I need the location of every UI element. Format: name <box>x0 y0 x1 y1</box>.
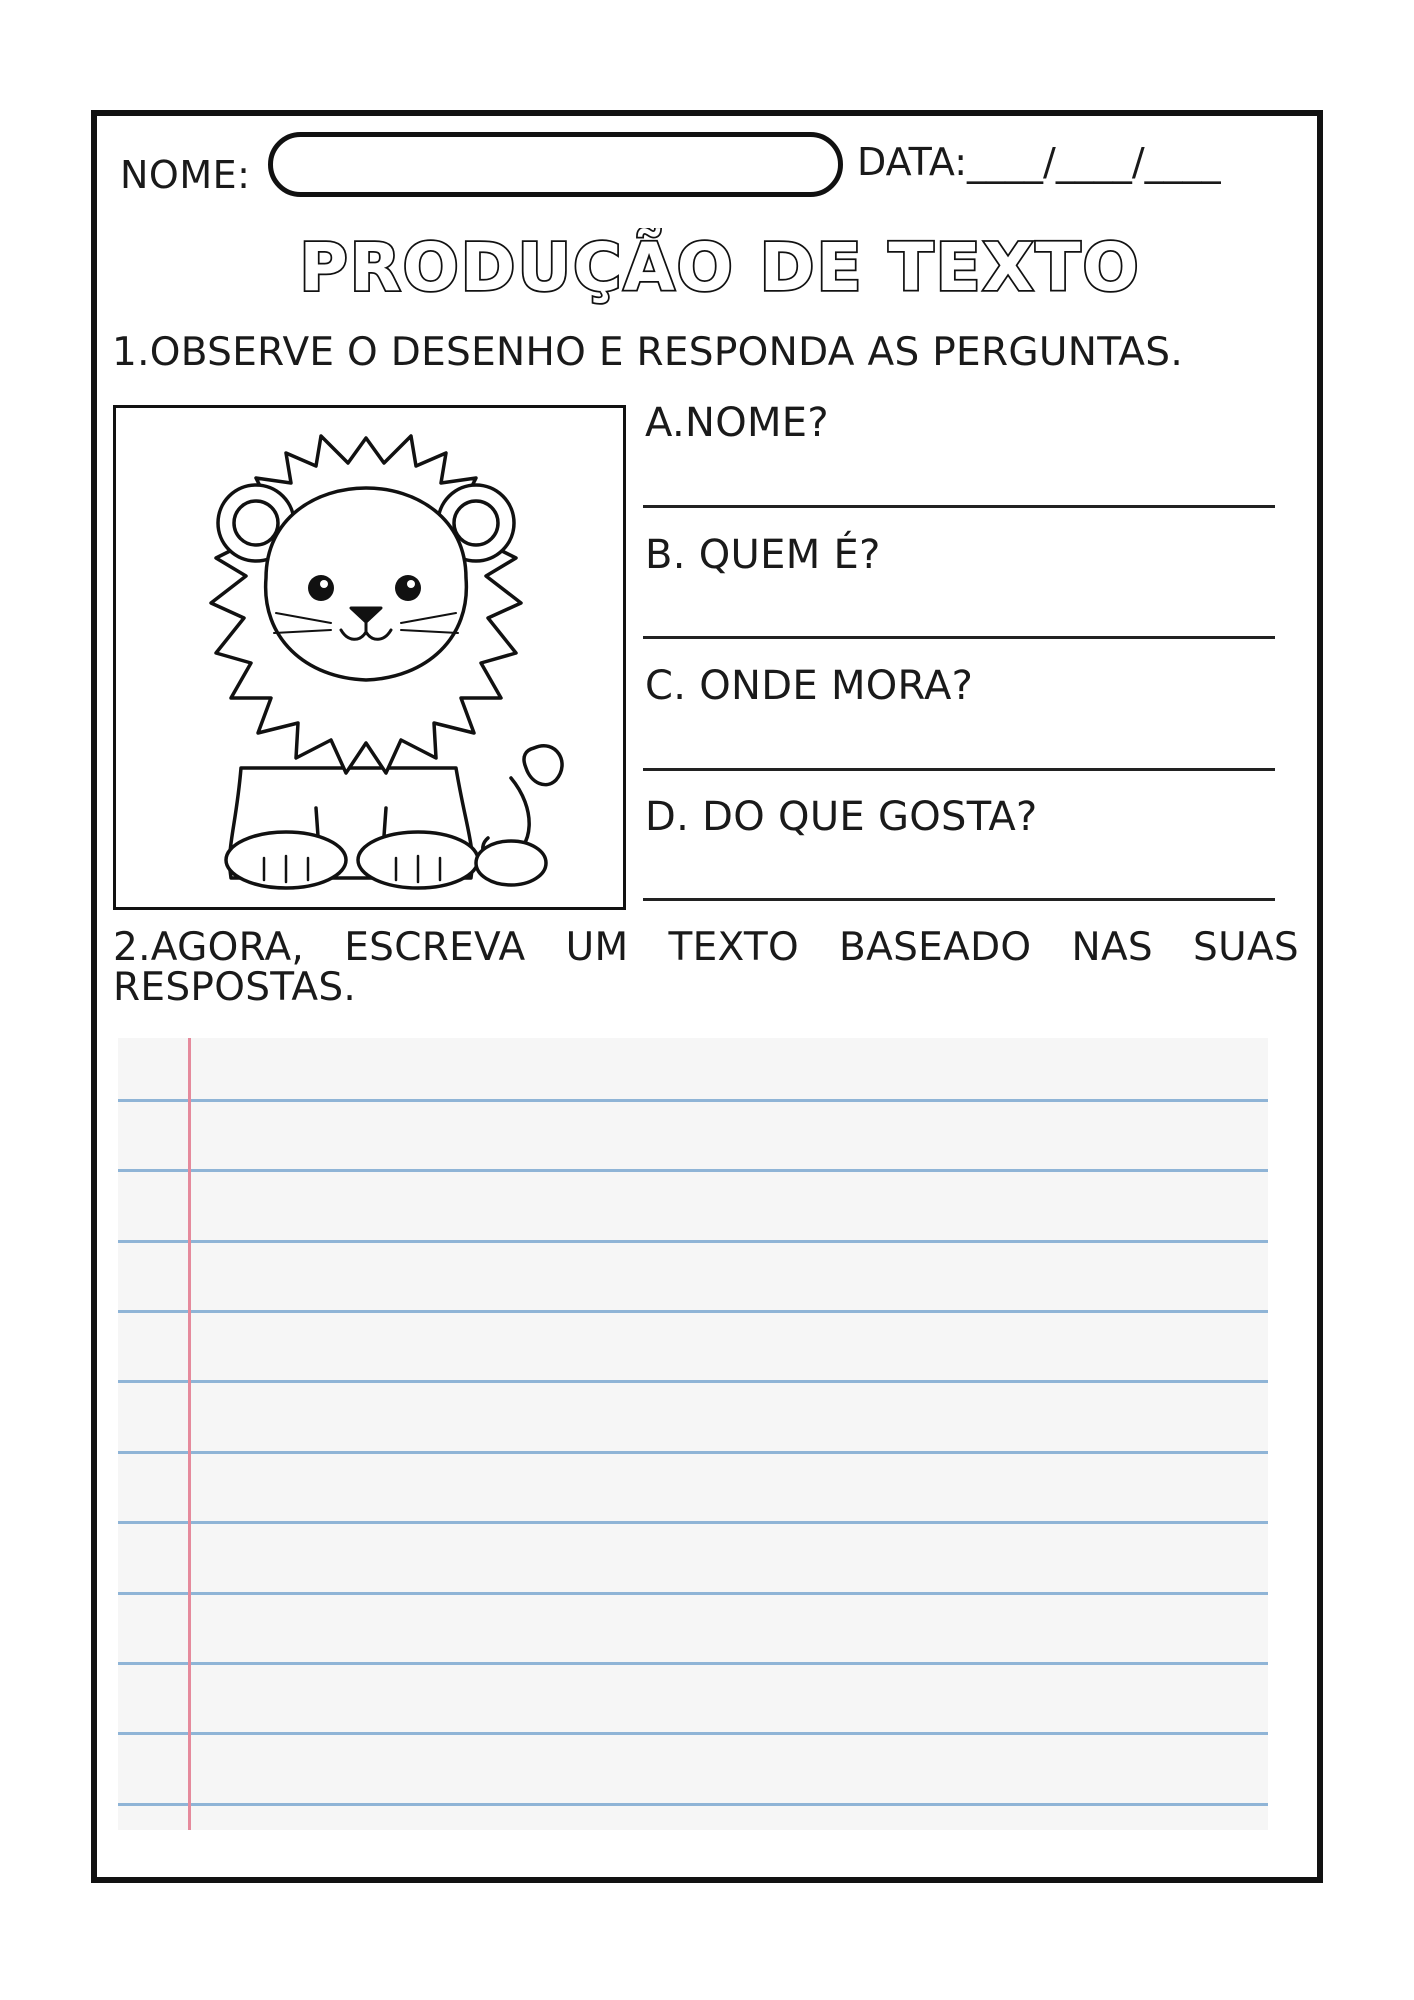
page-title <box>280 228 1160 308</box>
ruled-line <box>118 1451 1268 1454</box>
answer-line-a[interactable] <box>643 505 1275 508</box>
lion-coloring-icon <box>116 408 623 907</box>
name-label: NOME: <box>120 153 251 197</box>
ruled-line <box>118 1099 1268 1102</box>
exercise-2-instruction: 2.AGORA, ESCREVA UM TEXTO BASEADO NAS SUAS RESPOSTAS. <box>113 925 1299 1010</box>
question-b-who: B. QUEM É? <box>645 532 881 578</box>
ruled-line <box>118 1310 1268 1313</box>
ruled-line <box>118 1240 1268 1243</box>
answer-line-c[interactable] <box>643 768 1275 771</box>
ruled-line <box>118 1169 1268 1172</box>
ruled-line <box>118 1521 1268 1524</box>
writing-area[interactable] <box>118 1038 1268 1830</box>
ruled-line <box>118 1662 1268 1665</box>
answer-line-d[interactable] <box>643 898 1275 901</box>
ruled-line <box>118 1592 1268 1595</box>
margin-line <box>188 1038 191 1830</box>
question-c-where: C. ONDE MORA? <box>645 663 974 709</box>
date-field[interactable]: DATA:____/____/____ <box>857 140 1221 184</box>
lion-picture-frame <box>113 405 626 910</box>
question-d-likes: D. DO QUE GOSTA? <box>645 794 1038 840</box>
ruled-line <box>118 1380 1268 1383</box>
exercise-1-instruction: 1.OBSERVE O DESENHO E RESPONDA AS PERGUNTAS. <box>112 330 1184 375</box>
page-title-text: PRODUÇÃO DE TEXTO <box>299 229 1141 306</box>
name-field[interactable] <box>268 132 843 197</box>
ruled-line <box>118 1732 1268 1735</box>
ruled-line <box>118 1803 1268 1806</box>
question-a-name: A.NOME? <box>645 400 829 446</box>
answer-line-b[interactable] <box>643 636 1275 639</box>
